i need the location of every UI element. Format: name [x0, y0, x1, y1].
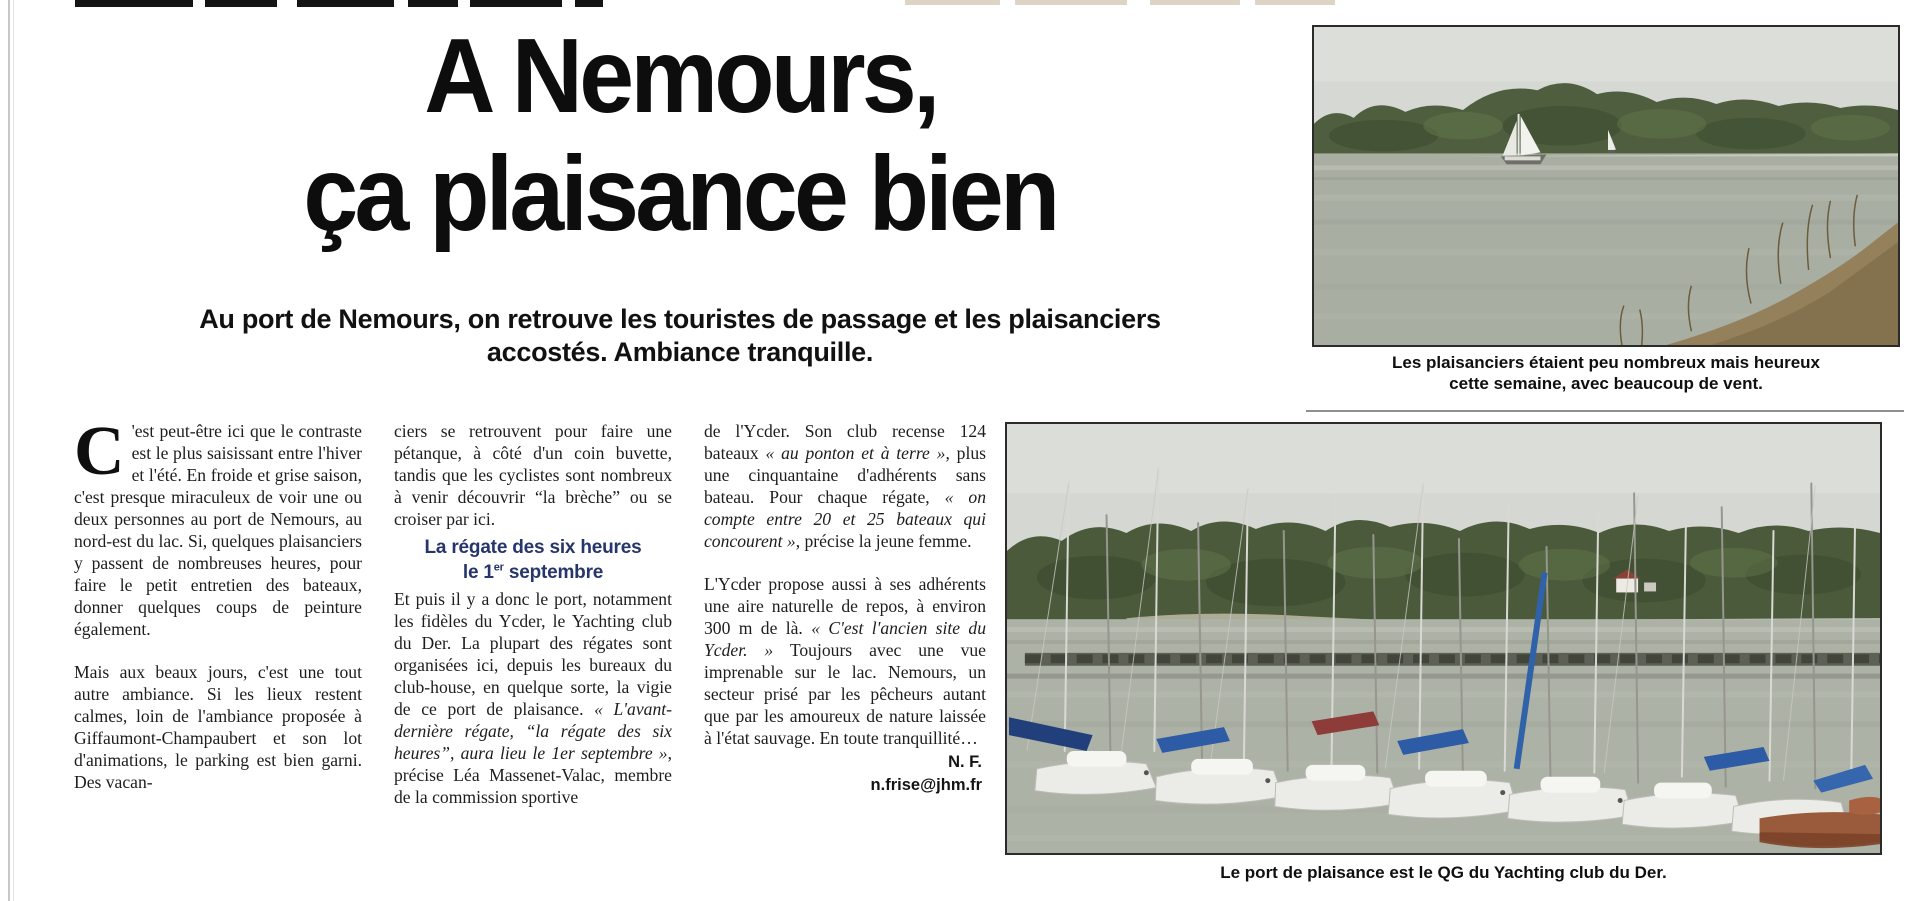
cropped-headline-fragment: [297, 0, 394, 7]
scan-edge-line: [8, 0, 10, 901]
paragraph-text: de l'Ycder. Son club recense 124 bateaux: [704, 421, 986, 463]
body-column-3: [704, 420, 986, 797]
caption-rule: [1306, 410, 1904, 412]
cropped-headline-fragment: [575, 0, 603, 7]
paragraph: [394, 420, 672, 530]
quote-italic: « C'est l'ancien site du Ycder. »: [704, 618, 986, 660]
headline-line-1-wrap: [100, 17, 1260, 138]
cropped-color-fragment: [905, 0, 1000, 5]
paragraph: [394, 588, 672, 808]
cropped-headline-fragment: [470, 0, 562, 7]
paragraph-text: Toujours avec une vue imprenable sur le lac. Nemours, un secteur prisé par les pêcheurs autant que par les amoureux de nature laissée à l'état sauvage. En toute tranquillité…: [704, 640, 986, 748]
paragraph: [704, 420, 986, 552]
crosshead-line-2: [463, 562, 603, 583]
article-deck: [100, 303, 1260, 369]
lake-photo-art: [1314, 27, 1898, 345]
deck-line-1: Au port de Nemours, on retrouve les touristes de passage et les plaisanciers: [199, 304, 1161, 334]
paragraph-text: , précise Léa Massenet-Valac, membre de la commission sportive: [394, 743, 672, 808]
cropped-headline-fragment: [75, 0, 193, 7]
headline-line-2-wrap: [100, 135, 1260, 256]
crosshead-line-2-pre: le 1: [462, 562, 494, 584]
byline-email: n.frise@jhm.fr: [870, 776, 982, 794]
cropped-headline-fragment: [408, 0, 458, 7]
paragraph-text: , plus une cinquantaine d'adhérents sans bateau. Pour chaque régate,: [704, 443, 986, 507]
byline: [704, 751, 986, 797]
crosshead-line-2-post: septembre: [503, 562, 604, 584]
paragraph-text: L'Ycder propose aussi à ses adhérents une aire naturelle de repos, à environ 300 m de là.: [704, 574, 986, 638]
headline-line-2: ça plaisance bien: [303, 135, 1057, 253]
tree-line: [1007, 520, 1880, 622]
photo-lake-sailboats: [1312, 25, 1900, 347]
bottom-photo-caption: Le port de plaisance est le QG du Yachting club du Der.: [1220, 863, 1667, 882]
crosshead-regate: [394, 537, 672, 583]
cropped-color-fragment: [1015, 0, 1127, 5]
cropped-color-fragment: [1150, 0, 1240, 5]
marina-photo-art: [1007, 424, 1880, 853]
ordinal-superscript: er: [493, 562, 504, 574]
paragraph-text: Mais aux beaux jours, c'est une tout autre ambiance. Si les lieux restent calmes, loin de l'ambiance proposée à Giffaumont-Champaubert et son lot d'animations, le parking est bien garni. Des vacan-: [74, 662, 362, 792]
paragraph-text: ciers se retrouvent pour faire une pétanque, à côté d'un coin buvette, tandis que les cyclistes sont nombreux à venir découvrir “la brèche” ou se croiser par ici.: [394, 421, 672, 529]
paragraph: [74, 413, 362, 640]
drop-cap: C: [74, 413, 125, 490]
photo-marina: [1005, 422, 1882, 855]
paragraph-text: 'est peut-être ici que le contraste est le plus saisissant entre l'hiver et l'été. En froide et grise saison, c'est presque miraculeux de voir une ou deux personnes au port de Nemours, au nord-est du lac. Si, quelques plaisanciers y passent de nombreuses heures, pour faire le petit entretien des bateaux, donner quelques coups de peinture également.: [74, 421, 362, 639]
quote-italic: « on compte entre 20 et 25 bateaux qui concourent »: [704, 487, 986, 551]
article-headline: [100, 17, 1260, 256]
paragraph: [74, 661, 362, 793]
top-photo-caption: [1312, 352, 1900, 394]
body-column-1: [74, 413, 362, 793]
deck-line-2: accostés. Ambiance tranquille.: [486, 337, 874, 367]
quote-italic: « au ponton et à terre »: [765, 443, 946, 463]
top-caption-line-1: Les plaisanciers étaient peu nombreux mais heureux: [1392, 353, 1820, 372]
paragraph-text: , précise la jeune femme.: [795, 531, 972, 551]
paragraph-text: Et puis il y a donc le port, notamment les fidèles du Ycder, le Yachting club du Der. La plupart des régates sont organisées ici, depuis les bureaux du club-house, en quelque sorte, la vigie de ce port de plaisance.: [394, 589, 672, 720]
scan-edge-line-2: [13, 0, 14, 901]
cropped-color-fragment: [1255, 0, 1335, 5]
crosshead-line-1: La régate des six heures: [424, 537, 642, 558]
top-caption-line-2: cette semaine, avec beaucoup de vent.: [1449, 374, 1763, 393]
body-column-2: [394, 420, 672, 808]
headline-line-1: A Nemours,: [423, 17, 937, 135]
paragraph: [704, 573, 986, 749]
byline-initials: N. F.: [948, 753, 982, 771]
quote-italic: « L'avant-dernière régate, “la régate des six heures”, aura lieu le 1er septembre »: [394, 699, 672, 764]
cropped-headline-fragment: [205, 0, 277, 7]
